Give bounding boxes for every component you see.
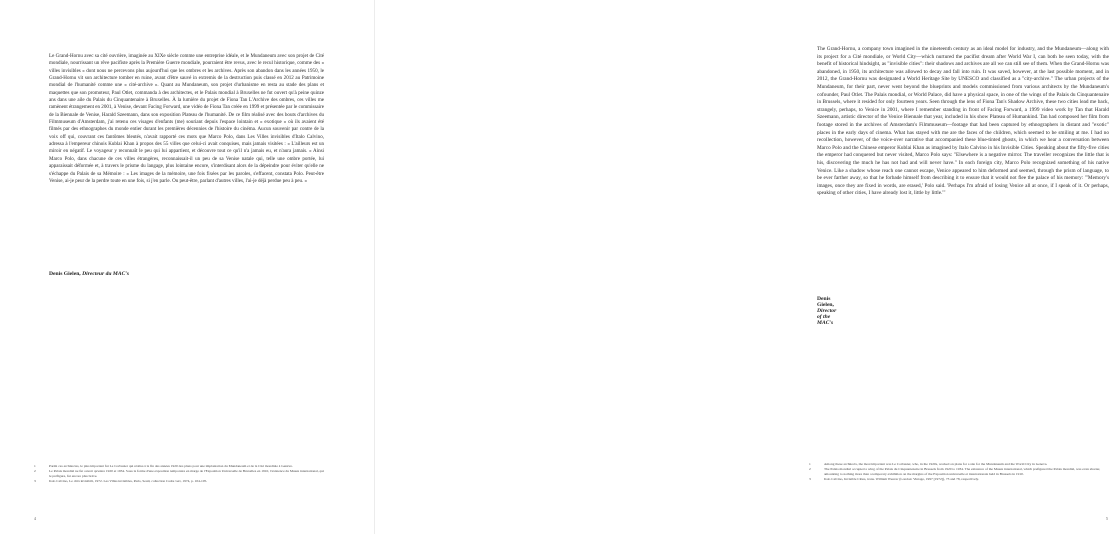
english-paragraph: The Grand-Hornu, a company town imagined in the nineteenth century as an ideal model for industry, and the Mundaneum—along with its project for a Cité mondiale, or World City—which nurtured the pacifist dream after World War I, can both be seen today, with the benefit of historical hindsight, as "invisible cities": their shadows and archives are all we can still see of them. When the Grand-Hornu was abandoned, in 1950, its architecture was allowed to decay and fall into ruin. It was saved, however, at the last possible moment, and in 2012, the Grand-Hornu was designated a World Heritage Site by UNESCO and classified as a "city-archive." The urban projects of the Mundaneum, for their part, never went beyond the blueprints and models commissioned from various architects by the Mundaneum's cofounder, Paul Otlet. The Palais mondial, or World Palace, did have a physical space, in one of the wings of the Palais du Cinquantenaire in Brussels, where it resided for only fourteen years. Seen through the lens of Fiona Tan's Shadow Archive, these two cities lead me back, strangely, perhaps, to Venice in 2001, where I remember standing in front of Facing Forward, a 1999 video work by Tan that Harald Szeemann, artistic director of the Venice Biennale that year, included in his show Plateau of Humankind. Tan had composed her film from footage stored in the archives of Amsterdam's Filmmuseum—footage that had been captured by ethnographers in distant and "exotic" places in the early days of cinema. What has stayed with me are the faces of the children, which seemed to be smiling at me. I had no recollection, however, of the voice-over narrative that accompanied these blue-tinted ghosts, in which we hear a conversation between Marco Polo and the Chinese emperor Kublai Khan as imagined by Italo Calvino in his Invisible Cities. Speaking about the fifty-five cities the emperor had conquered but never visited, Marco Polo says: "Elsewhere is a negative mirror. The traveller recognizes the little that is his, discovering the much he has not had and will never have." In each foreign city, Marco Polo recognized something of his native Venice. Like a shadow whose reach one cannot escape, Venice appeared to him deformed and seemed, through the prism of language, to be ever farther away, so that he forbade himself from describing it to ensure that it would not flee the palace of his memory: "'Memory's images, once they are fixed in words, are erased,' Polo said. 'Perhaps I'm afraid of losing Venice all at once, if I speak of it. Or perhaps, speaking of other cities, I have already lost it, little by little.'": [817, 46, 1109, 197]
footnote-number: 2: [34, 468, 36, 473]
footnote: [34, 469, 324, 479]
footnote-number: 3: [809, 476, 811, 481]
footnote-text: Italo Calvino, Invisible Cities, trans. William Weaver (London: Vintage, 1997 [1972]), 73 and 78, respectively.: [824, 476, 979, 481]
footnote: [809, 467, 1109, 477]
french-footnotes: [34, 464, 324, 484]
footnote: [809, 477, 1109, 482]
footnote-text: Le Palais mondial ne fut ouvert qu'entre 1920 et 1934. Sous la forme d'une exposition temporaire en marge de l'Exposition Universelle de Bruxelles en 1910, l'existence du Musée international, qui le préfigura, fut encore plus brève.: [49, 468, 325, 478]
left-page-french: [0, 0, 375, 534]
footnote-text: Italo Calvino, Le città invisibili, 1972. Les Villes invisibles, Paris, Seuil, collection Cadre vert, 1974, p. 104-105.: [49, 478, 208, 483]
signature-name: Denis Gielen,: [49, 271, 81, 277]
footnote-number: 1: [809, 462, 811, 466]
french-signature: [49, 271, 129, 277]
footnote-number: 3: [34, 478, 36, 483]
english-body-text: [817, 46, 1109, 198]
footnote-text: The Palais mondial occupied a wing of the Palais du Cinquantenaire in Brussels from 1920 to 1934. The existence of the Musée international, which prefigured the Palais mondial, was even shorter, amounting to nothing more than a temporary exhibition on the margins of the Exposition universelle et internationale held in Brussels in 1910.: [824, 466, 1101, 476]
footnote-number: 1: [34, 464, 36, 468]
right-page-english: [375, 0, 1109, 534]
signature-role: Director of the MAC's: [817, 308, 837, 326]
signature-name: Denis Gielen,: [817, 296, 834, 308]
page-number: 5: [1106, 517, 1108, 521]
signature-role: Directeur du MAC's: [82, 271, 130, 277]
page-number: 4: [34, 517, 36, 521]
french-paragraph: Le Grand-Hornu avec sa cité ouvrière, imaginée au XIXe siècle comme une entreprise idéale, et le Mundaneum avec son projet de Cité mondiale, nourrissant un rêve pacifiste après la Première Guerre mondiale, pourraient être revus, avec le recul historique, comme des « villes invisibles » dont nous ne percevons plus aujourd'hui que les ombres et les archives. Après son abandon dans les années 1950, le Grand-Hornu vit son architecture tomber en ruine, avant d'être sauvé in extremis de la destruction puis classé en 2012 au Patrimoine mondial de l'humanité comme une « cité-archive ». Quant au Mundaneum, son projet d'urbanisme en resta au stade des plans et maquettes que son promoteur, Paul Otlet, commanda à des architectes, et le Palais mondial à Bruxelles ne fut ouvert qu'à peine quinze ans dans une aile du Palais du Cinquantenaire à Bruxelles. À la lumière du projet de Fiona Tan L'Archive des ombres, ces villes me ramènent étrangement en 2001, à Venise, devant Facing Forward, une vidéo de Fiona Tan créée en 1999 et présentée par le commissaire de la Biennale de Venise, Harald Szeemann, dans son exposition Plateau de l'humanité. De ce film réalisé avec des bouts d'archives du Filmmuseum d'Amsterdam, j'ai retenu ces visages d'enfants (me) souriant depuis l'espace lointain et « exotique » où ils avaient été filmés par des ethnographes du monde entier durant les premières décennies de l'histoire du cinéma. Aucun souvenir par contre de la voix off qui, couvrant ces fantômes bleutés, n'avait rapporté ces mots que Marco Polo, dans Les Villes invisibles d'Italo Calvino, adressa à l'empereur chinois Kublai Khan à propos des 55 villes que celui-ci avait conquises, mais jamais visitées : « L'ailleurs est un miroir en négatif. Le voyageur y reconnaît le peu qui lui appartient, et découvre tout ce qu'il n'a jamais eu, et n'aura jamais. » Ainsi Marco Polo, dans chacune de ces villes étrangères, reconnaissait-il un peu de sa Venise natale qui, telle une ombre portée, lui apparaissait déformée et, à travers le prisme du langage, plus lointaine encore, s'interdisant alors de la dépeindre pour éviter qu'elle ne s'échappe du Palais de sa Mémoire : « Les images de la mémoire, une fois fixées par les paroles, s'effacent, constata Polo. Peut-être Venise, ai-je peur de la perdre toute en une fois, si j'en parle. Ou peut-être, parlant d'autres villes, l'ai-je déjà perdue peu à peu. »: [49, 53, 324, 184]
english-signature: [817, 296, 836, 326]
footnote-text: Among these architects, the most important was Le Corbusier, who, in the 1920s, worked on plans for a site for the Mundaneum and the World City in Geneva.: [824, 462, 1048, 466]
footnote: [34, 479, 324, 484]
footnote-number: 2: [809, 466, 811, 471]
english-footnotes: [809, 462, 1109, 482]
footnote-text: Parmi ces architectes, le plus important fut Le Corbusier qui réalisa à la fin des années 1920 des plans pour une implantation du Mundaneum et de la Cité mondiale à Genève.: [49, 464, 293, 468]
french-body-text: [49, 53, 324, 185]
